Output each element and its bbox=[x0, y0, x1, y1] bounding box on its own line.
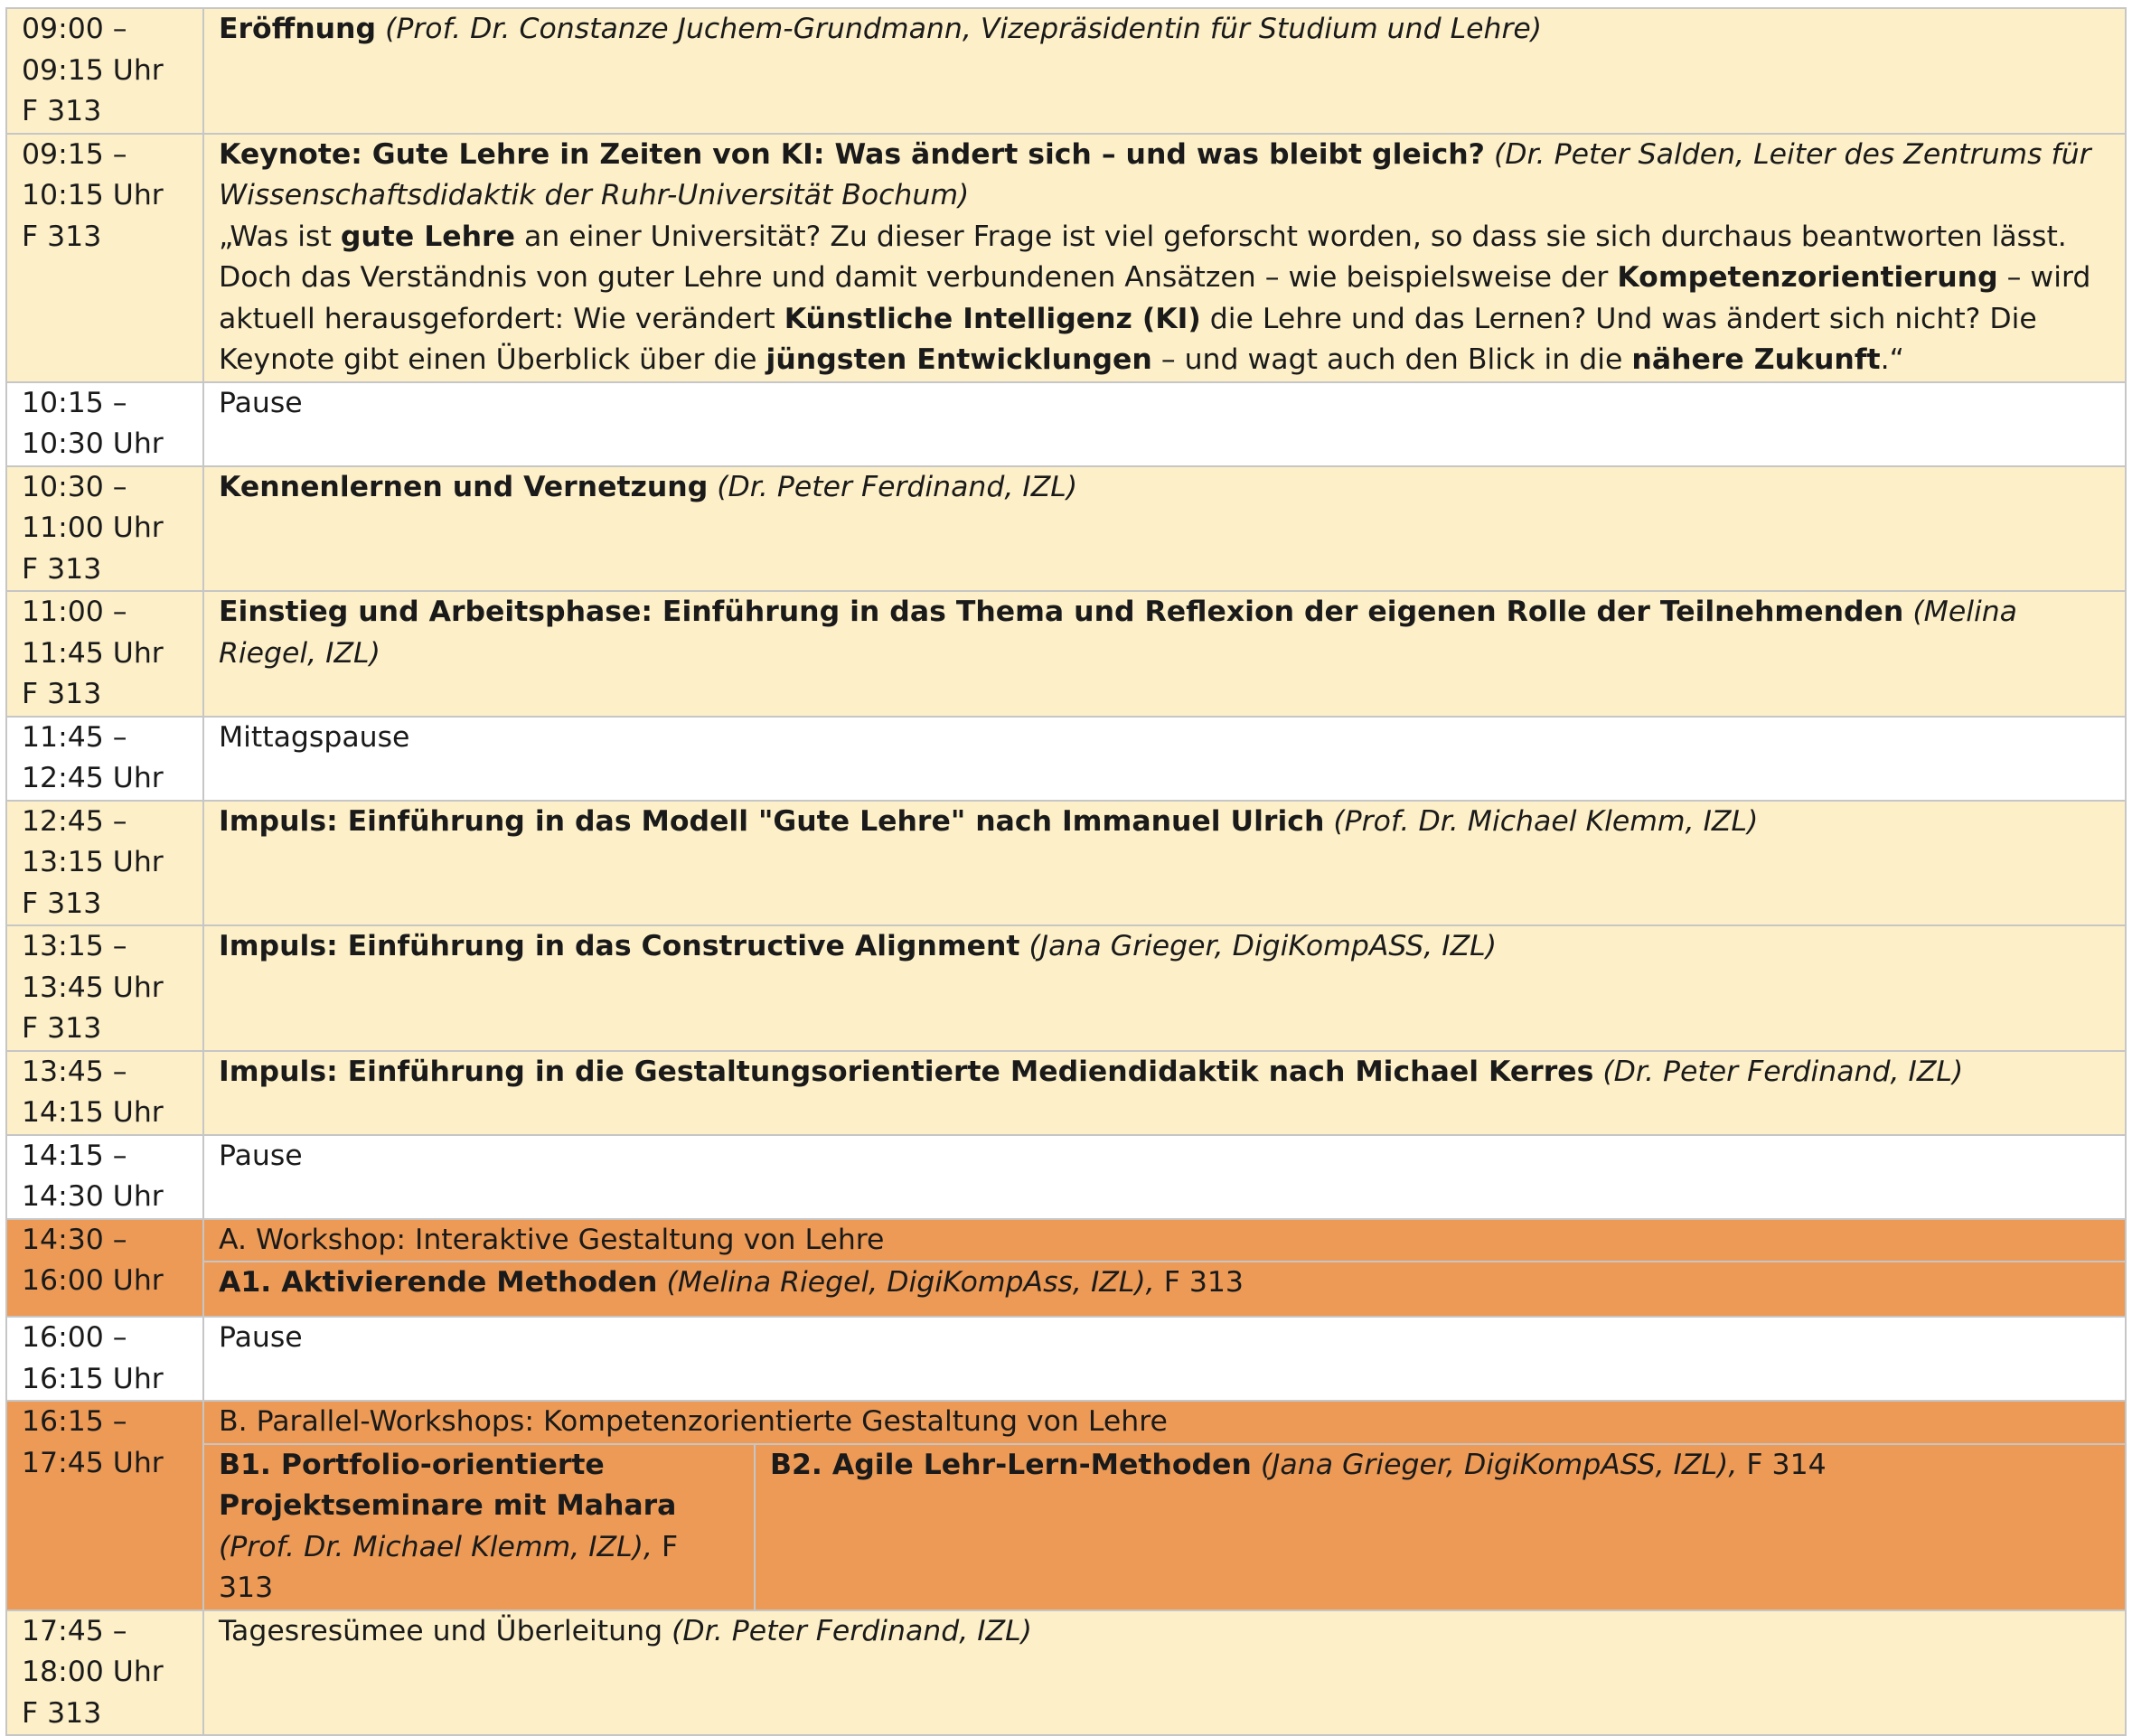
schedule-row bbox=[6, 801, 2126, 926]
time-cell bbox=[6, 382, 203, 466]
time: 16:00 – 16:15 Uhr bbox=[22, 1321, 164, 1395]
time: 09:00 – 09:15 Uhr bbox=[22, 13, 164, 87]
time: 16:15 – 17:45 Uhr bbox=[22, 1405, 164, 1479]
time: 09:15 – 10:15 Uhr bbox=[22, 137, 164, 211]
event-cell bbox=[203, 466, 2126, 592]
room: F 313 bbox=[22, 95, 102, 127]
time-cell bbox=[6, 134, 203, 382]
event-title: Einstieg und Arbeitsphase: Einführung in das Thema und Reflexion der eigenen Rolle der Teilnehmenden bbox=[219, 596, 1904, 628]
event-title: Pause bbox=[219, 1321, 303, 1354]
workshop-title: B2. Agile Lehr-Lern-Methoden bbox=[770, 1448, 1252, 1481]
time-cell bbox=[6, 1051, 203, 1135]
time: 10:30 – 11:00 Uhr bbox=[22, 470, 164, 544]
schedule-row bbox=[6, 1219, 2126, 1262]
schedule-row bbox=[6, 591, 2126, 717]
schedule-row bbox=[6, 717, 2126, 801]
workshop-speaker: (Prof. Dr. Michael Klemm, IZL), bbox=[219, 1530, 653, 1563]
workshop-speaker: (Jana Grieger, DigiKompASS, IZL), bbox=[1260, 1448, 1738, 1481]
workshop-title: B1. Portfolio-orientierte Projektseminare mit Mahara bbox=[219, 1448, 677, 1522]
event-title: Mittagspause bbox=[219, 720, 410, 754]
schedule-row bbox=[6, 1444, 2126, 1610]
event-cell bbox=[203, 1135, 2126, 1219]
time: 11:00 – 11:45 Uhr bbox=[22, 596, 164, 670]
time: 13:15 – 13:45 Uhr bbox=[22, 930, 164, 1004]
time-cell bbox=[6, 1219, 203, 1318]
workshop-room: F 313 bbox=[219, 1530, 679, 1604]
time: 17:45 – 18:00 Uhr bbox=[22, 1614, 164, 1688]
event-speaker: (Dr. Peter Ferdinand, IZL) bbox=[717, 470, 1078, 503]
time-cell bbox=[6, 717, 203, 801]
workshop-heading: A. Workshop: Interaktive Gestaltung von Lehre bbox=[219, 1223, 885, 1256]
schedule-row bbox=[6, 134, 2126, 382]
abstract-emphasis: jüngsten Entwicklungen bbox=[765, 343, 1152, 376]
room: F 313 bbox=[22, 678, 102, 710]
event-title: Tagesresümee und Überleitung bbox=[219, 1614, 663, 1647]
abstract-text: die Lehre und das Lernen? Und was ändert sich nicht? Die Keynote gibt einen Überblick über die bbox=[219, 302, 2037, 376]
keynote-abstract bbox=[219, 217, 2110, 381]
event-speaker: (Prof. Dr. Michael Klemm, IZL) bbox=[1333, 804, 1759, 838]
event-cell bbox=[203, 8, 2126, 134]
event-title: Eröffnung bbox=[219, 13, 377, 45]
time: 10:15 – 10:30 Uhr bbox=[22, 386, 164, 460]
workshop-room: F 313 bbox=[1163, 1266, 1244, 1299]
workshop-speaker: (Melina Riegel, DigiKompAss, IZL), bbox=[666, 1266, 1155, 1299]
event-cell bbox=[203, 134, 2126, 382]
room: F 313 bbox=[22, 220, 102, 253]
event-speaker: (Jana Grieger, DigiKompASS, IZL) bbox=[1028, 930, 1498, 962]
event-cell bbox=[203, 382, 2126, 466]
schedule-row bbox=[6, 925, 2126, 1051]
schedule-row bbox=[6, 8, 2126, 134]
event-cell bbox=[203, 1610, 2126, 1736]
event-cell bbox=[203, 717, 2126, 801]
event-cell bbox=[203, 925, 2126, 1051]
workshop-title: A1. Aktivierende Methoden bbox=[219, 1266, 658, 1299]
event-title: Impuls: Einführung in das Modell "Gute Lehre" nach Immanuel Ulrich bbox=[219, 804, 1325, 838]
time-cell bbox=[6, 1317, 203, 1401]
room: F 313 bbox=[22, 1012, 102, 1045]
time-cell bbox=[6, 8, 203, 134]
event-speaker: (Prof. Dr. Constanze Juchem-Grundmann, Vizepräsidentin für Studium und Lehre) bbox=[385, 13, 1543, 45]
room: F 313 bbox=[22, 887, 102, 920]
abstract-text: – und wagt auch den Blick in die bbox=[1151, 343, 1632, 376]
abstract-emphasis: Kompetenzorientierung bbox=[1617, 261, 1998, 294]
event-cell bbox=[203, 1317, 2126, 1401]
time-cell bbox=[6, 1401, 203, 1610]
time-cell bbox=[6, 1610, 203, 1736]
abstract-text: .“ bbox=[1880, 343, 1904, 376]
workshop-heading: B. Parallel-Workshops: Kompetenzorientierte Gestaltung von Lehre bbox=[219, 1405, 1168, 1438]
abstract-text: „Was ist bbox=[219, 220, 341, 253]
schedule-row bbox=[6, 382, 2126, 466]
abstract-text: an einer Universität? Zu dieser Frage ist viel geforscht worden, so dass sie sich durchaus beantworten lässt. Doch das Verständnis von guter Lehre und damit verbundenen Ansätzen – wie beispielsweise der bbox=[219, 220, 2067, 294]
room: F 313 bbox=[22, 1696, 102, 1730]
time-cell bbox=[6, 925, 203, 1051]
workshop-room: F 314 bbox=[1746, 1448, 1827, 1481]
event-title: Impuls: Einführung in die Gestaltungsorientierte Mediendidaktik nach Michael Kerres bbox=[219, 1055, 1594, 1088]
workshop-cell bbox=[203, 1262, 2126, 1317]
schedule-row bbox=[6, 1401, 2126, 1444]
time-cell bbox=[6, 1135, 203, 1219]
workshop-heading-cell bbox=[203, 1219, 2126, 1262]
abstract-emphasis: Künstliche Intelligenz (KI) bbox=[784, 302, 1201, 335]
workshop-cell-b2 bbox=[755, 1444, 2126, 1610]
event-title: Pause bbox=[219, 1139, 303, 1172]
workshop-heading-cell bbox=[203, 1401, 2126, 1444]
room: F 313 bbox=[22, 552, 102, 586]
time: 14:15 – 14:30 Uhr bbox=[22, 1139, 164, 1213]
time: 12:45 – 13:15 Uhr bbox=[22, 804, 164, 878]
schedule-table bbox=[5, 7, 2127, 1736]
schedule-row bbox=[6, 1262, 2126, 1317]
time: 11:45 – 12:45 Uhr bbox=[22, 720, 164, 794]
abstract-emphasis: nähere Zukunft bbox=[1631, 343, 1881, 376]
event-cell bbox=[203, 1051, 2126, 1135]
schedule-row bbox=[6, 1610, 2126, 1736]
schedule-row bbox=[6, 1317, 2126, 1401]
time-cell bbox=[6, 591, 203, 717]
time-cell bbox=[6, 801, 203, 926]
event-speaker: (Dr. Peter Ferdinand, IZL) bbox=[1602, 1055, 1964, 1088]
abstract-text: – wird aktuell herausgefordert: Wie verändert bbox=[219, 261, 2091, 335]
abstract-emphasis: gute Lehre bbox=[340, 220, 515, 253]
workshop-cell-b1 bbox=[203, 1444, 755, 1610]
time: 14:30 – 16:00 Uhr bbox=[22, 1223, 164, 1297]
schedule-row bbox=[6, 466, 2126, 592]
event-speaker: (Dr. Peter Salden, Leiter des Zentrums für Wissenschaftsdidaktik der Ruhr-Universität Bochum) bbox=[219, 137, 2091, 211]
event-title: Pause bbox=[219, 386, 303, 419]
time-cell bbox=[6, 466, 203, 592]
schedule-row bbox=[6, 1135, 2126, 1219]
event-cell bbox=[203, 591, 2126, 717]
event-title: Kennenlernen und Vernetzung bbox=[219, 470, 709, 503]
event-title: Impuls: Einführung in das Constructive Alignment bbox=[219, 930, 1020, 962]
time: 13:45 – 14:15 Uhr bbox=[22, 1055, 164, 1129]
event-title: Keynote: Gute Lehre in Zeiten von KI: Was ändert sich – und was bleibt gleich? bbox=[219, 137, 1485, 171]
event-speaker: (Dr. Peter Ferdinand, IZL) bbox=[672, 1614, 1032, 1647]
event-speaker: (Melina Riegel, IZL) bbox=[219, 596, 2017, 670]
schedule-row bbox=[6, 1051, 2126, 1135]
event-cell bbox=[203, 801, 2126, 926]
